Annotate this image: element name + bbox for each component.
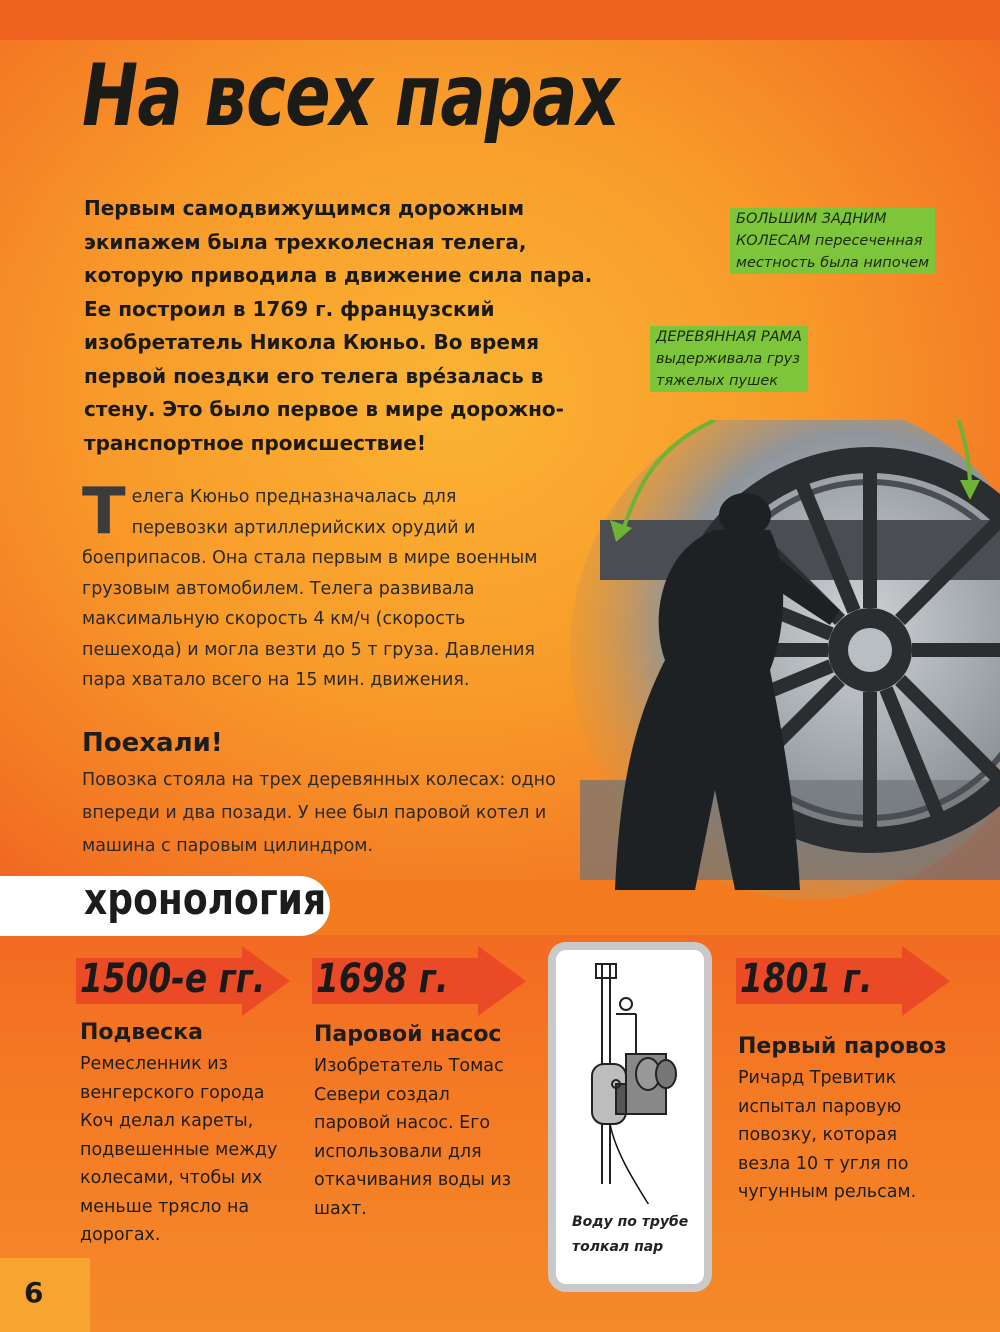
body-paragraph	[82, 475, 552, 696]
timeline-arrow-2	[312, 946, 526, 1016]
callout-line: ДЕРЕВЯННАЯ РАМА	[656, 329, 802, 345]
entry-text: Ричард Тревитик испытал паровую повозку, которая везла 10 т угля по чугунным рельсам.	[738, 1068, 917, 1202]
drop-cap: Т	[82, 475, 126, 549]
subsection-heading: Поехали!	[82, 728, 223, 758]
steam-pump-icon	[556, 954, 704, 1204]
cugnot-wagon-illustration	[540, 420, 1000, 920]
body-text: елега Кюньо предназначалась для перевозки артиллерийских орудий и боеприпасов. Она стала первым в мире военным грузовым автомобилем. Телега развивала максимальную скорость 4 км/ч (скорость пешехода) и могла везти до 5 т груза. Давления пара хватало всего на 15 мин. движения.	[82, 487, 538, 690]
entry-date: 1698 г.	[316, 956, 449, 1002]
callout-line: местность была нипочем	[736, 255, 930, 271]
subsection-text: Повозка стояла на трех деревянных колесах: одно впереди и два позади. У нее был паровой котел и машина с паровым цилиндром.	[82, 770, 556, 856]
callout-line: БОЛЬШИМ ЗАДНИМ	[736, 211, 887, 227]
entry-title: Первый паровоз	[738, 1034, 947, 1059]
callout-line: тяжелых пушек	[656, 373, 779, 389]
entry-title: Подвеска	[80, 1020, 203, 1045]
callout-rear-wheels	[730, 208, 935, 274]
callout-line: КОЛЕСАМ пересеченная	[736, 233, 923, 249]
entry-text: Ремесленник из венгерского города Коч делал кареты, подвешенные между колесами, чтобы их меньше трясло на дорогах.	[80, 1054, 278, 1245]
steam-pump-card	[548, 942, 712, 1292]
page-number-box	[0, 1258, 90, 1332]
timeline-arrow-3	[736, 946, 950, 1016]
page-number: 6	[24, 1276, 44, 1309]
chronology-heading: хронология	[84, 874, 327, 925]
page-title: На всех парах	[82, 46, 620, 146]
intro-paragraph: Первым самодвижущимся дорожным экипажем была трехколесная телега, которую приводила в движение сила пара. Ее построил в 1769 г. французский изобретатель Никола Кюньо. Во время первой поездки его телега вре́залась в стену. Это было первое в мире дорожно-транспортное происшествие!	[84, 196, 593, 455]
top-band	[0, 0, 1000, 40]
caption-line: толкал пар	[572, 1239, 664, 1255]
callout-wooden-frame	[650, 326, 808, 392]
entry-text: Изобретатель Томас Севери создал паровой насос. Его использовали для откачивания воды из шахт.	[314, 1056, 512, 1219]
callout-line: выдерживала груз	[656, 351, 800, 367]
steam-pump-caption	[572, 1210, 702, 1260]
timeline-arrow-1	[76, 946, 290, 1016]
entry-title: Паровой насос	[314, 1022, 502, 1047]
caption-line: Воду по трубе	[572, 1214, 689, 1230]
entry-date: 1801 г.	[740, 956, 873, 1002]
entry-date: 1500-е гг.	[80, 956, 266, 1002]
